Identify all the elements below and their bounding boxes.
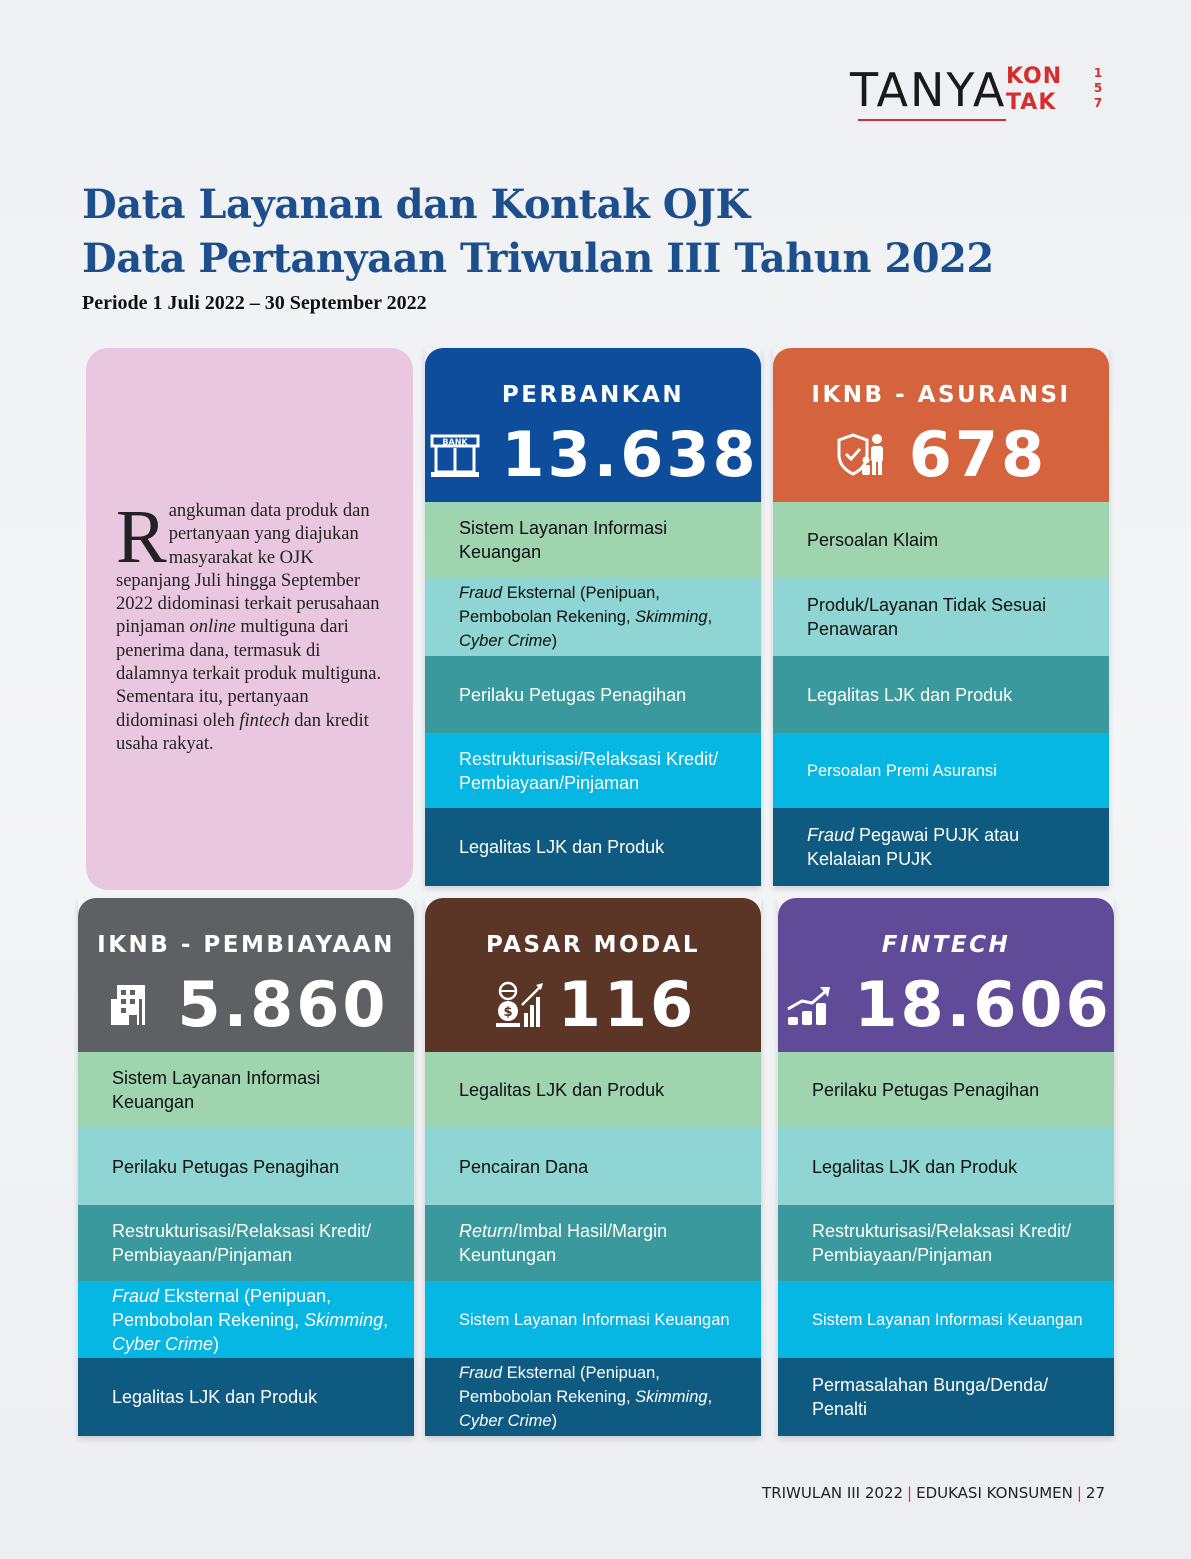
card-item: Perilaku Petugas Penagihan xyxy=(778,1052,1114,1128)
card-item-text: Fraud Eksternal (Penipuan, Pembobolan Rekening, Skimming, Cyber Crime) xyxy=(459,584,713,650)
card-item: Permasalahan Bunga/Denda/ Penalti xyxy=(778,1358,1114,1436)
card-title: FINTECH xyxy=(881,932,1011,958)
card-item: Persoalan Klaim xyxy=(773,502,1109,578)
intro-italic: online xyxy=(189,617,236,638)
card-header xyxy=(773,348,1109,502)
card-item: Produk/Layanan Tidak Sesuai Penawaran xyxy=(773,578,1109,656)
card-item: Perilaku Petugas Penagihan xyxy=(78,1128,414,1205)
card-item xyxy=(425,1358,761,1436)
logo-digit: 5 xyxy=(1093,81,1103,95)
card-item: Persoalan Premi Asuransi xyxy=(773,733,1109,808)
card-item: Perilaku Petugas Penagihan xyxy=(425,656,761,733)
intro-text-part: angkuman data produk dan pertanyaan yang diajukan masyarakat ke OJK sepanjang Juli hingga September 2022 didominasi terkait perusahaan pinjaman xyxy=(116,501,380,638)
card-header xyxy=(778,898,1114,1052)
card-value: 13.638 xyxy=(501,418,759,491)
card-item xyxy=(425,578,761,656)
card-value: 18.606 xyxy=(854,968,1112,1041)
svg-text:BANK: BANK xyxy=(442,437,468,447)
intro-text xyxy=(116,495,384,756)
logo-digit: 7 xyxy=(1093,96,1103,110)
dropcap: R xyxy=(116,495,167,579)
card-item: Legalitas LJK dan Produk xyxy=(78,1358,414,1436)
intro-text-part: multiguna dari penerima dana, termasuk di dalamnya terkait produk multiguna. Sementara itu, pertanyaan didominasi oleh xyxy=(116,617,382,731)
office-building-icon xyxy=(103,977,159,1033)
card-title: PERBANKAN xyxy=(501,382,685,408)
card-header xyxy=(425,348,761,502)
tanya-kontak-logo xyxy=(850,62,1110,124)
card-pasar-modal xyxy=(425,898,761,1436)
intro-italic: fintech xyxy=(239,710,290,731)
card-item xyxy=(78,1281,414,1358)
card-item: Restrukturisasi/Relaksasi Kredit/ Pembiayaan/Pinjaman xyxy=(425,733,761,808)
card-item-text: Fraud Pegawai PUJK atau Kelalaian PUJK xyxy=(807,825,1020,869)
page-number: 27 xyxy=(1085,1484,1105,1502)
svg-text:$: $ xyxy=(503,1005,513,1020)
card-item xyxy=(425,1205,761,1281)
card-item: Sistem Layanan Informasi Keuangan xyxy=(78,1052,414,1128)
card-header xyxy=(78,898,414,1052)
period-subtitle: Periode 1 Juli 2022 – 30 September 2022 xyxy=(82,292,427,314)
card-item-text: Fraud Eksternal (Penipuan, Pembobolan Rekening, Skimming, Cyber Crime) xyxy=(459,1364,713,1430)
card-value: 116 xyxy=(557,968,697,1041)
card-item-text: Fraud Eksternal (Penipuan, Pembobolan Rekening, Skimming, Cyber Crime) xyxy=(112,1285,389,1354)
card-iknb-pembiayaan xyxy=(78,898,414,1436)
footer-section: EDUKASI KONSUMEN xyxy=(916,1484,1073,1502)
card-item xyxy=(773,808,1109,886)
logo-kontak xyxy=(1006,66,1086,116)
card-item: Pencairan Dana xyxy=(425,1128,761,1205)
card-item: Sistem Layanan Informasi Keuangan xyxy=(425,1281,761,1358)
card-item: Legalitas LJK dan Produk xyxy=(425,808,761,886)
logo-tak-text: TAK xyxy=(1006,90,1057,115)
title-line-2: Data Pertanyaan Triwulan III Tahun 2022 xyxy=(82,235,994,282)
card-title: IKNB - ASURANSI xyxy=(811,382,1071,408)
card-title: PASAR MODAL xyxy=(485,932,701,958)
card-header xyxy=(425,898,761,1052)
card-item: Restrukturisasi/Relaksasi Kredit/ Pembiayaan/Pinjaman xyxy=(78,1205,414,1281)
card-iknb-asuransi xyxy=(773,348,1109,886)
card-item: Sistem Layanan Informasi Keuangan xyxy=(425,502,761,578)
logo-digit: 1 xyxy=(1093,66,1103,80)
intro-box xyxy=(86,348,413,890)
page-footer: TRIWULAN III 2022 | EDUKASI KONSUMEN | 27 xyxy=(762,1484,1105,1502)
footer-period: TRIWULAN III 2022 xyxy=(762,1484,904,1502)
logo-underline xyxy=(858,119,1006,121)
family-shield-icon xyxy=(835,427,891,483)
card-title: IKNB - PEMBIAYAAN xyxy=(97,932,395,958)
card-item: Legalitas LJK dan Produk xyxy=(425,1052,761,1128)
bank-icon xyxy=(427,427,483,483)
card-item: Restrukturisasi/Relaksasi Kredit/ Pembiayaan/Pinjaman xyxy=(778,1205,1114,1281)
logo-kon-text: KON xyxy=(1006,64,1063,89)
globe-coin-chart-icon xyxy=(490,977,546,1033)
card-value: 5.860 xyxy=(177,968,389,1041)
card-item: Sistem Layanan Informasi Keuangan xyxy=(778,1281,1114,1358)
card-item-text: Return/Imbal Hasil/Margin Keuntungan xyxy=(459,1221,668,1265)
intro-text-part: dan kredit usaha rakyat. xyxy=(116,710,369,754)
card-value: 678 xyxy=(908,418,1048,491)
card-item: Legalitas LJK dan Produk xyxy=(773,656,1109,733)
growth-chart-icon xyxy=(780,977,836,1033)
title-line-1: Data Layanan dan Kontak OJK xyxy=(82,181,750,228)
card-fintech xyxy=(778,898,1114,1436)
card-perbankan xyxy=(425,348,761,886)
logo-number xyxy=(1090,66,1106,111)
card-item: Legalitas LJK dan Produk xyxy=(778,1128,1114,1205)
page-title xyxy=(82,178,994,286)
logo-tanya-text: TANYA xyxy=(850,63,1007,117)
